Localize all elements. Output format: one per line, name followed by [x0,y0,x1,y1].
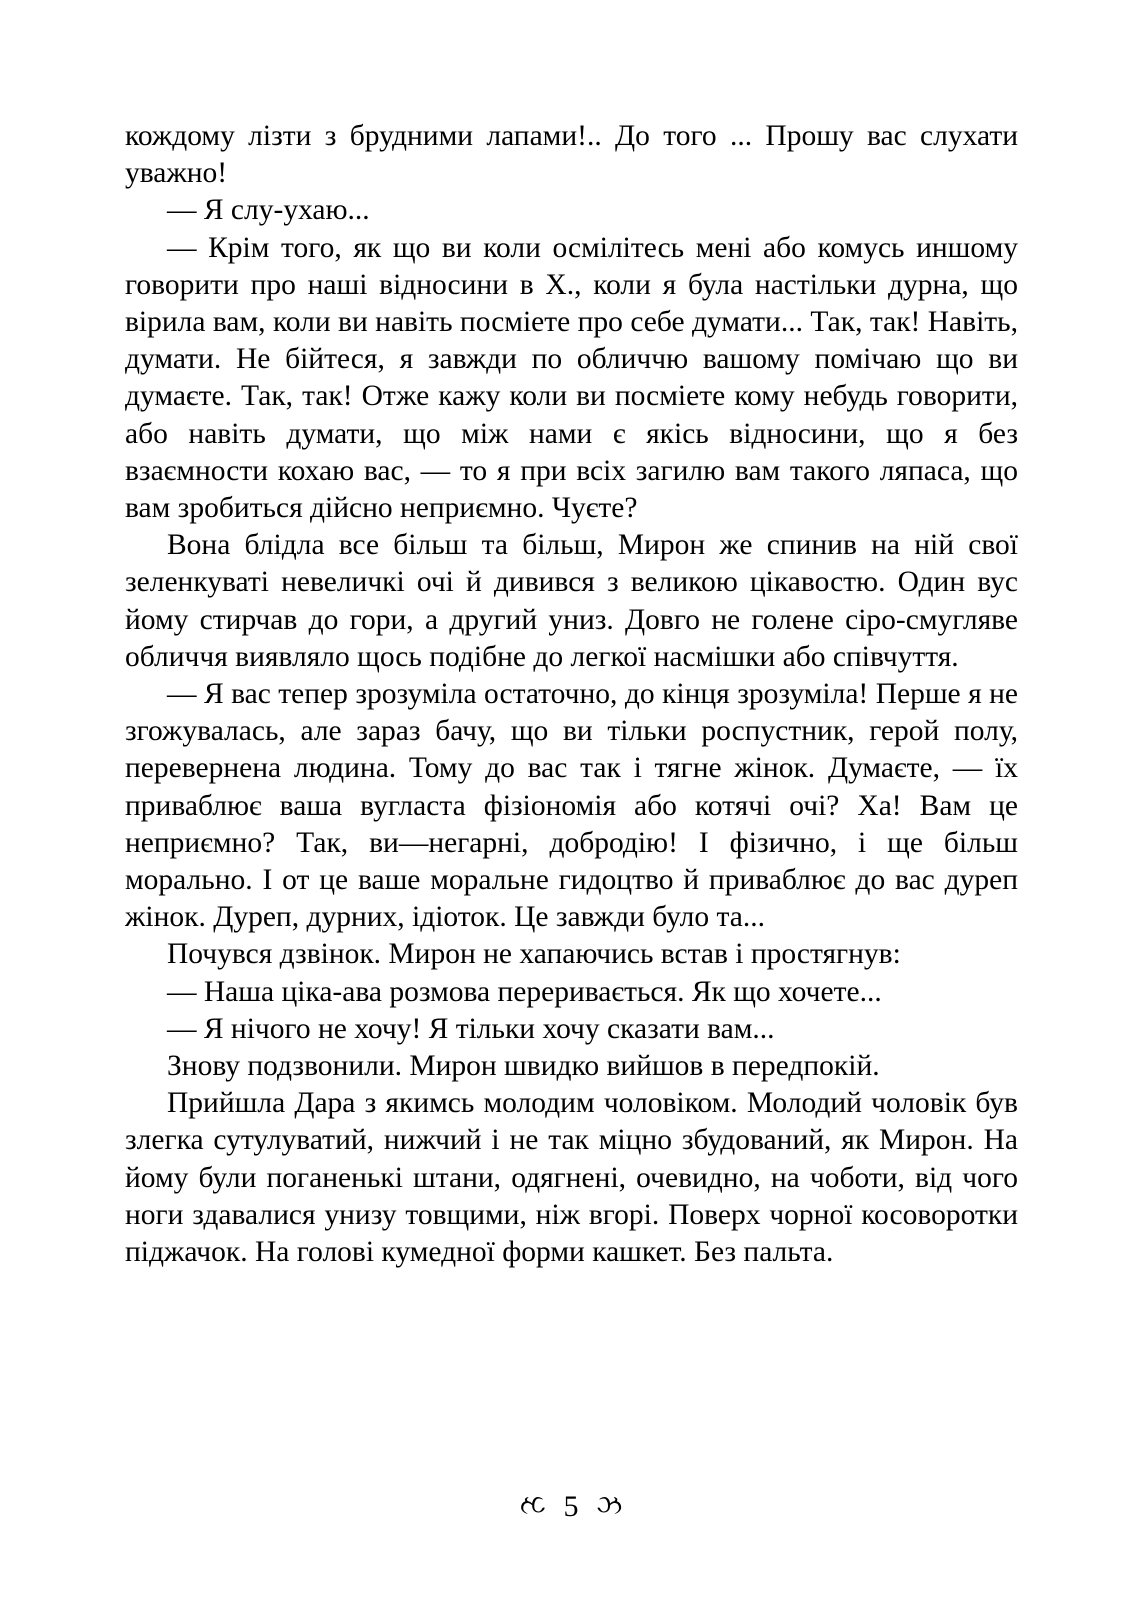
paragraph-dialogue: — Крім того, як що ви коли осмілітесь мені або комусь иншому говорити про наші відносини в Х., коли я була настільки дурна, що вірила вам, коли ви навіть посміете про себе думати... Так, так! Навіть, думати. Не бійтеся, я завжди по обличчю вашому помічаю що ви думаєте. Так, так! Отже кажу коли ви посміете кому небудь говорити, або навіть думати, що між нами є якісь відносини, що я без взаємности кохаю вас, — то я при всіх загилю вам такого ляпаса, що вам зробиться дійсно неприємно. Чуєте? [125,231,1018,525]
page-text-block [125,118,1018,1271]
paragraph: Вона блідла все більш та більш, Мирон же спинив на ній свої зеленкуваті невеличкі очі й дивився з великою цікавостю. Один вус йому стирчав до гори, а другий униз. Довго не голене сіро-смугляве обличчя виявляло щось подібне до легкої насмішки або співчуття. [125,529,1018,673]
paragraph: Знову подзвонили. Мирон швидко вийшов в передпокій. [167,1050,880,1083]
paragraph-dialogue: — Я нічого не хочу! Я тільки хочу сказати вам... [167,1012,775,1045]
ornament-flourish-left: ઝ [519,1490,546,1520]
page-number: 5 [563,1490,579,1523]
paragraph: Почувся дзвінок. Мирон не хапаючись встав і простягнув: [167,938,901,971]
paragraph: Прийшла Дара з якимсь молодим чоловіком. Молодий чоловік був злегка сутулуватий, нижчий і не так міцно збудований, як Мирон. На йому були поганенькі штани, одягнені, очевидно, на чоботи, від чого ноги здавалися унизу товщими, ніж вгорі. Поверх чорної косоворотки піджачок. На голові кумедної форми кашкет. Без пальта. [125,1087,1018,1269]
ornament-flourish-right: ઝ [596,1490,623,1520]
paragraph-dialogue: — Я слу-ухаю... [167,194,370,227]
paragraph-dialogue: — Я вас тепер зрозуміла остаточно, до кінця зрозуміла! Перше я не згожувалась, але зараз бачу, що ви тільки роспустник, герой полу, перевернена людина. Тому до вас так і тягне жінок. Думаєте, — їх приваблює ваша вугласта фізіономія або котячі очі? Ха! Вам це неприємно? Так, ви—негарні, добродію! І фізично, і ще більш морально. І от це ваше моральне гидоцтво й приваблює до вас дуреп жінок. Дуреп, дурних, ідіоток. Це завжди було та... [125,678,1018,934]
paragraph: кождому лізти з брудними лапами!.. До того ... Прошу вас слухати уважно! [125,120,1018,190]
paragraph-dialogue: — Наша ціка-ава розмова переривається. Як що хочете... [167,975,882,1008]
page-footer [0,1487,1142,1525]
